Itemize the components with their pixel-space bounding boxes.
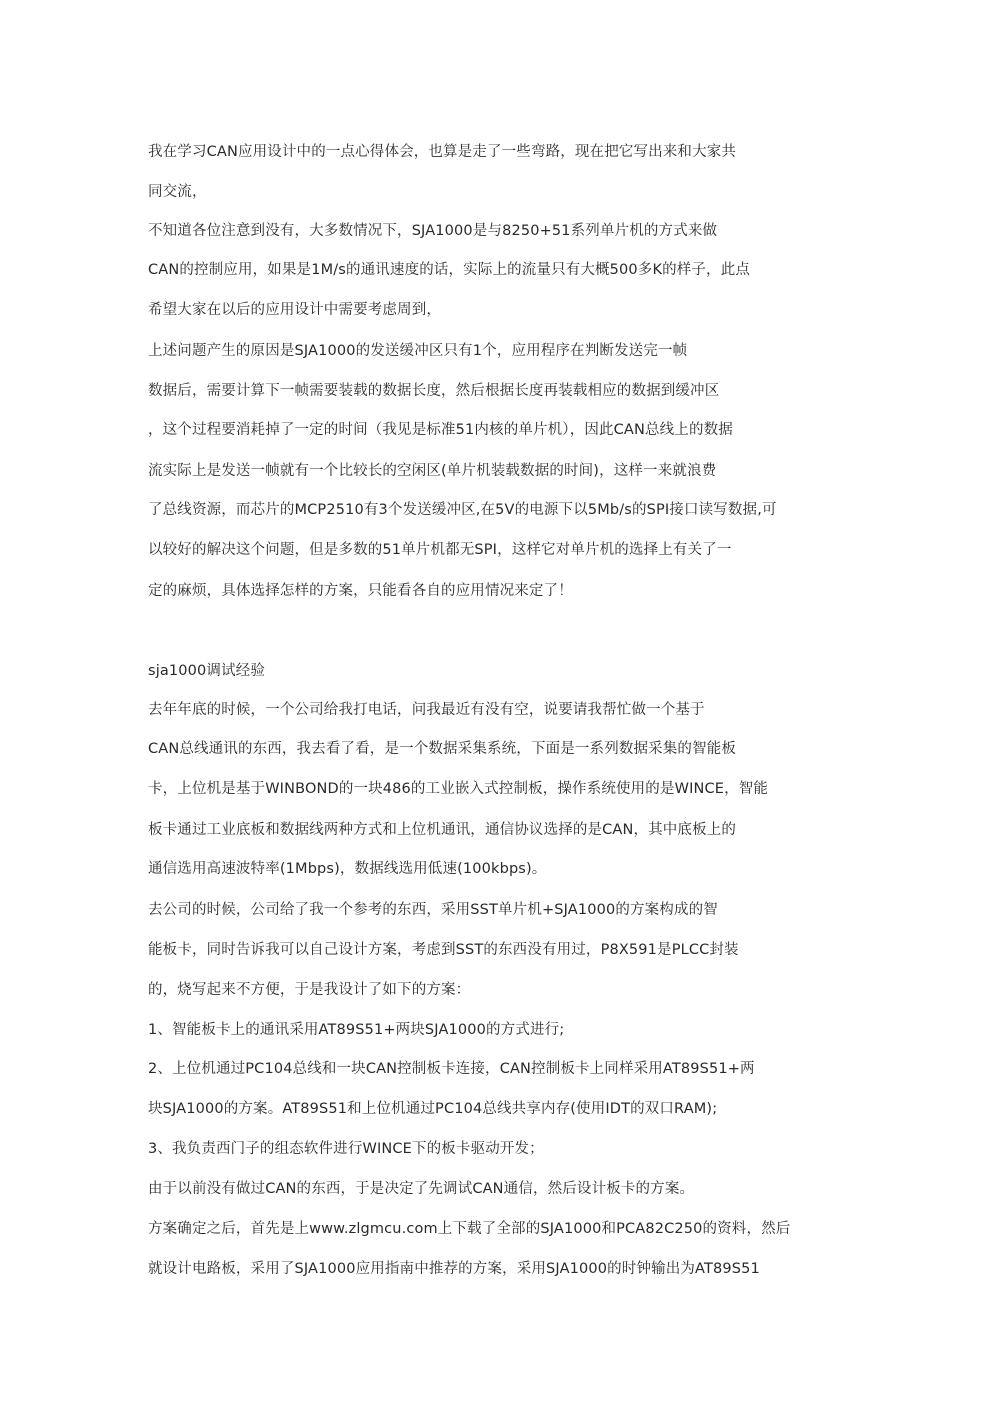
- text-line: CAN的控制应用，如果是1M/s的通讯速度的话，实际上的流量只有大概500多K的样子，此点: [148, 262, 750, 278]
- text-line: 能板卡，同时告诉我可以自己设计方案，考虑到SST的东西没有用过，P8X591是PLCC封装: [148, 942, 739, 958]
- text-line: 去年年底的时候，一个公司给我打电话，问我最近有没有空，说要请我帮忙做一个基于: [148, 702, 705, 718]
- text-line: 以较好的解决这个问题，但是多数的51单片机都无SPI，这样它对单片机的选择上有关了一: [148, 542, 732, 558]
- section-heading: sja1000调试经验: [148, 663, 266, 679]
- text-line: 数据后，需要计算下一帧需要装载的数据长度，然后根据长度再装载相应的数据到缓冲区: [148, 383, 720, 399]
- text-line: 块SJA1000的方案。AT89S51和上位机通过PC104总线共享内存(使用IDT的双口RAM);: [148, 1101, 718, 1117]
- text-line: 通信选用高速波特率(1Mbps)，数据线选用低速(100kbps)。: [148, 861, 547, 877]
- text-line: 方案确定之后，首先是上www.zlgmcu.com上下载了全部的SJA1000和PCA82C250的资料，然后: [148, 1221, 791, 1237]
- text-line: 的，烧写起来不方便，于是我设计了如下的方案：: [148, 982, 471, 998]
- text-line: 不知道各位注意到没有，大多数情况下，SJA1000是与8250+51系列单片机的方式来做: [148, 223, 718, 239]
- text-line: 1、智能板卡上的通讯采用AT89S51+两块SJA1000的方式进行;: [148, 1022, 565, 1038]
- text-line: 去公司的时候，公司给了我一个参考的东西，采用SST单片机+SJA1000的方案构成的智: [148, 902, 718, 918]
- text-line: 由于以前没有做过CAN的东西，于是决定了先调试CAN通信，然后设计板卡的方案。: [148, 1181, 695, 1197]
- text-line: 卡，上位机是基于WINBOND的一块486的工业嵌入式控制板，操作系统使用的是WINCE，智能: [148, 781, 769, 797]
- text-line: 3、我负责西门子的组态软件进行WINCE下的板卡驱动开发；: [148, 1141, 544, 1157]
- text-line: 2、上位机通过PC104总线和一块CAN控制板卡连接，CAN控制板卡上同样采用AT89S51+两: [148, 1061, 755, 1077]
- text-line: 板卡通过工业底板和数据线两种方式和上位机通讯，通信协议选择的是CAN，其中底板上的: [148, 822, 737, 838]
- text-line: 同交流，: [148, 184, 207, 200]
- text-line: CAN总线通讯的东西，我去看了看，是一个数据采集系统，下面是一系列数据采集的智能板: [148, 741, 737, 757]
- text-line: 上述问题产生的原因是SJA1000的发送缓冲区只有1个，应用程序在判断发送完一帧: [148, 343, 688, 359]
- text-line: 了总线资源，而芯片的MCP2510有3个发送缓冲区,在5V的电源下以5Mb/s的SPI接口读写数据,可: [148, 502, 777, 518]
- text-line: 定的麻烦，具体选择怎样的方案，只能看各自的应用情况来定了！: [148, 583, 573, 599]
- text-line: 希望大家在以后的应用设计中需要考虑周到，: [148, 302, 441, 318]
- text-line: 就设计电路板，采用了SJA1000应用指南中推荐的方案，采用SJA1000的时钟输出为AT89S51: [148, 1261, 760, 1277]
- text-line: 我在学习CAN应用设计中的一点心得体会，也算是走了一些弯路，现在把它写出来和大家共: [148, 144, 737, 160]
- text-line: 流实际上是发送一帧就有一个比较长的空闲区(单片机装载数据的时间)，这样一来就浪费: [148, 463, 717, 479]
- text-line: ，这个过程要消耗掉了一定的时间（我见是标准51内核的单片机），因此CAN总线上的数据: [148, 422, 733, 438]
